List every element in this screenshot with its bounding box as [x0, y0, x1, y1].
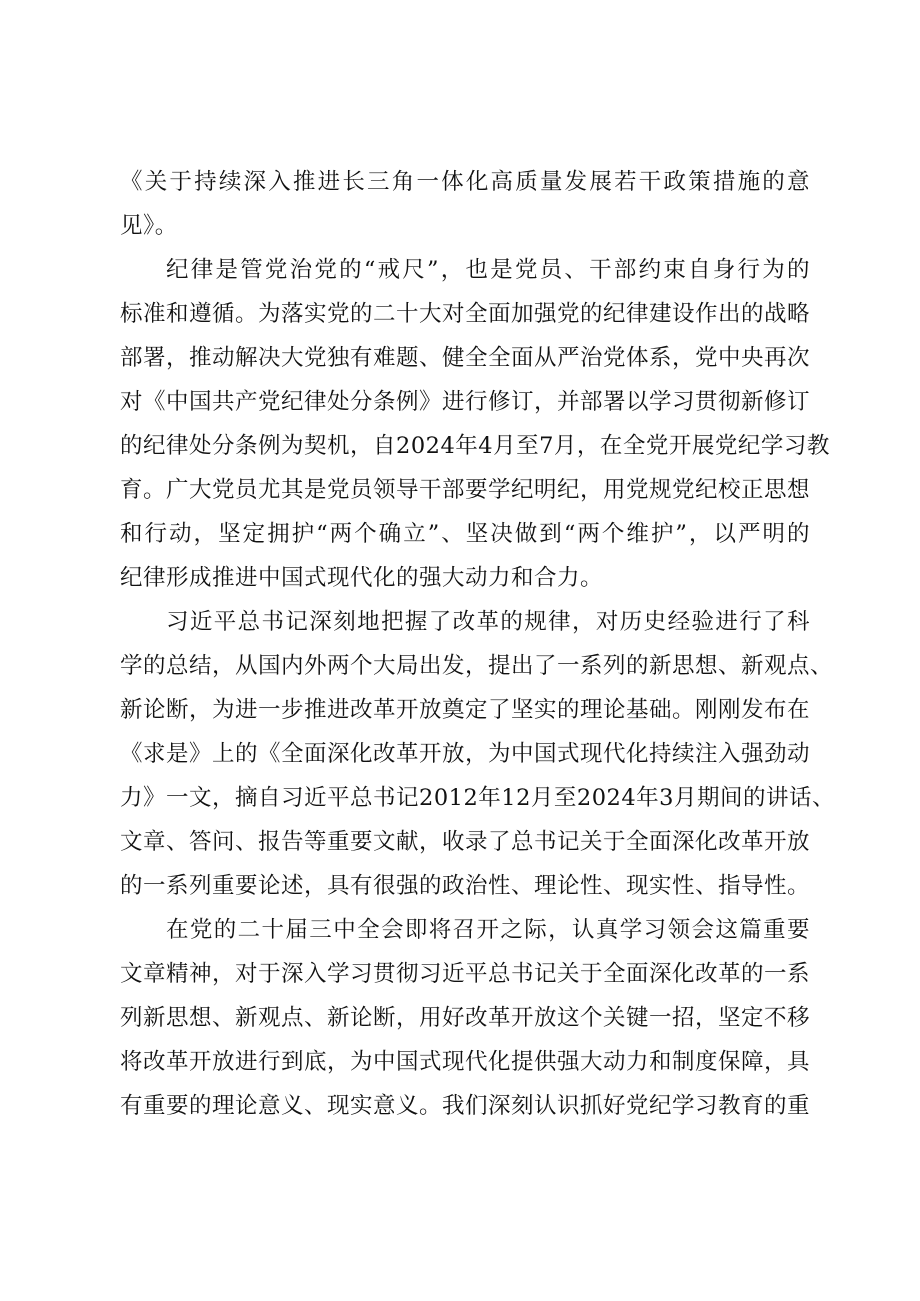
paragraph-line: 《关于持续深入推进长三角一体化高质量发展若干政策措施的意 [120, 169, 810, 195]
paragraph-line: 和行动，坚定拥护“两个确立”、坚决做到“两个维护”，以严明的 [120, 521, 810, 547]
document-body [120, 160, 835, 1128]
paragraph-line: 文章精神，对于深入学习贯彻习近平总书记关于全面深化改革的一系 [120, 961, 811, 987]
paragraph-line: 文章、答问、报告等重要文献，收录了总书记关于全面深化改革开放 [120, 829, 811, 855]
paragraph-line: 的一系列重要论述，具有很强的政治性、理论性、现实性、指导性。 [120, 873, 811, 899]
paragraph-line: 力》一文，摘自习近平总书记2012年12月至2024年3月期间的讲话、 [120, 785, 835, 811]
paragraph-line: 纪律是管党治党的“戒尺”，也是党员、干部约束自身行为的 [166, 257, 810, 283]
paragraph-line: 育。广大党员尤其是党员领导干部要学纪明纪，用党规党纪校正思想 [120, 477, 811, 503]
paragraph-line: 纪律形成推进中国式现代化的强大动力和合力。 [120, 565, 604, 591]
paragraph-line: 新论断，为进一步推进改革开放奠定了坚实的理论基础。刚刚发布在 [120, 697, 811, 723]
paragraph-line: 有重要的理论意义、现实意义。我们深刻认识抓好党纪学习教育的重 [120, 1093, 811, 1119]
paragraph-line: 的纪律处分条例为契机，自2024年4月至7月，在全党开展党纪学习教 [120, 433, 830, 459]
paragraph-line: 见》。 [120, 213, 178, 239]
paragraph-line: 习近平总书记深刻地把握了改革的规律，对历史经验进行了科 [166, 609, 810, 635]
paragraph-line: 将改革开放进行到底，为中国式现代化提供强大动力和制度保障，具 [120, 1049, 811, 1075]
paragraph-line: 《求是》上的《全面深化改革开放，为中国式现代化持续注入强劲动 [120, 741, 811, 767]
paragraph-line: 部署，推动解决大党独有难题、健全全面从严治党体系，党中央再次 [120, 345, 811, 371]
paragraph-line: 对《中国共产党纪律处分条例》进行修订，并部署以学习贯彻新修订 [120, 389, 811, 415]
paragraph-line: 在党的二十届三中全会即将召开之际，认真学习领会这篇重要 [166, 917, 810, 943]
paragraph-line: 标准和遵循。为落实党的二十大对全面加强党的纪律建设作出的战略 [120, 301, 811, 327]
paragraph-line: 列新思想、新观点、新论断，用好改革开放这个关键一招，坚定不移 [120, 1005, 811, 1031]
paragraph-line: 学的总结，从国内外两个大局出发，提出了一系列的新思想、新观点、 [120, 653, 834, 679]
